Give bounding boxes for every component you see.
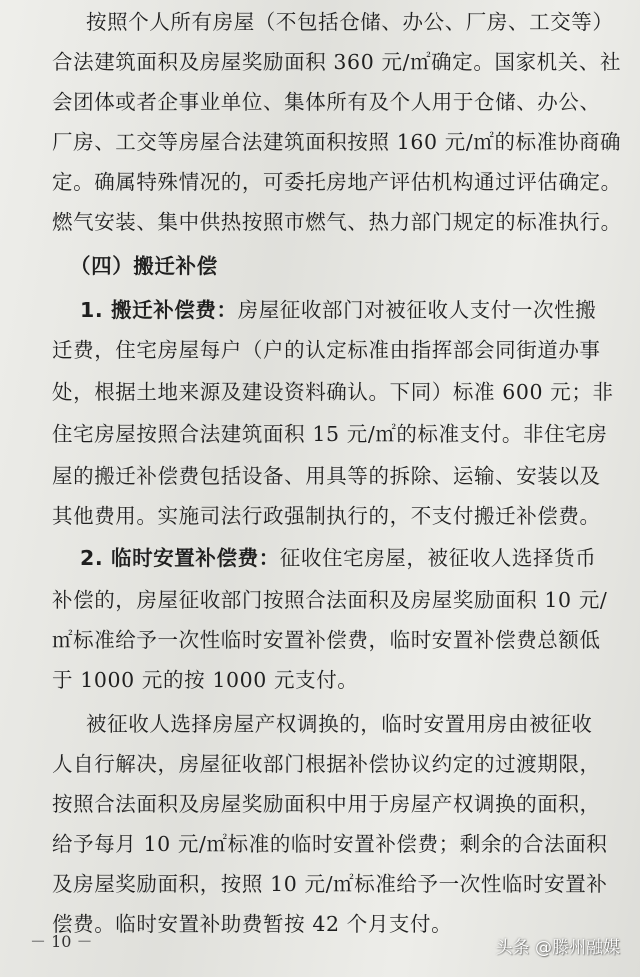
body-text-line: 会团体或者企事业单位、集体所有及个人用于仓储、办公、 [52, 90, 601, 114]
body-text-line: ㎡标准给予一次性临时安置补偿费，临时安置补偿费总额低 [52, 628, 601, 652]
body-text-line: 屋的搬迁补偿费包括设备、用具等的拆除、运输、安装以及 [52, 464, 601, 488]
body-text-line: 给予每月 10 元/㎡标准的临时安置补偿费；剩余的合法面积 [52, 832, 608, 856]
section-heading: （四）搬迁补偿 [70, 254, 218, 278]
page-number: － 10 － [30, 932, 93, 951]
item-title: 2. 临时安置补偿费： [80, 546, 280, 570]
body-text-line: 定。确属特殊情况的，可委托房地产评估机构通过评估确定。 [52, 170, 622, 194]
body-text-line: 其他费用。实施司法行政强制执行的，不支付搬迁补偿费。 [52, 504, 601, 528]
body-text-line: 按照个人所有房屋（不包括仓储、办公、厂房、工交等） [86, 10, 614, 34]
body-text-line: 被征收人选择房屋产权调换的，临时安置用房由被征收 [86, 712, 593, 736]
body-text-line: 燃气安装、集中供热按照市燃气、热力部门规定的标准执行。 [52, 210, 622, 234]
watermark-text: 头条 @滕州融媒 [495, 938, 620, 958]
item-first-line [0, 538, 640, 578]
body-text-line: 补偿的，房屋征收部门按照合法面积及房屋奖励面积 10 元/ [52, 588, 608, 612]
body-text-line: 偿费。临时安置补助费暂按 42 个月支付。 [52, 912, 453, 936]
item-first-line [0, 290, 640, 330]
item-text: 征收住宅房屋，被征收人选择货币 [279, 546, 597, 570]
body-text-line: 合法建筑面积及房屋奖励面积 360 元/㎡确定。国家机关、社 [52, 50, 622, 74]
body-text-line: 住宅房屋按照合法建筑面积 15 元/㎡的标准支付。非住宅房 [52, 422, 608, 446]
body-text-line: 迁费，住宅房屋每户（户的认定标准由指挥部会同街道办事 [52, 338, 601, 362]
item-title: 1. 搬迁补偿费： [80, 298, 238, 322]
body-text-line: 按照合法面积及房屋奖励面积中用于房屋产权调换的面积， [52, 792, 601, 816]
body-text-line: 于 1000 元的按 1000 元支付。 [52, 668, 359, 692]
body-text-line: 处，根据土地来源及建设资料确认。下同）标准 600 元；非 [52, 380, 614, 404]
body-text-line: 及房屋奖励面积，按照 10 元/㎡标准给予一次性临时安置补 [52, 872, 608, 896]
item-text: 房屋征收部门对被征收人支付一次性搬 [237, 298, 597, 322]
body-text-line: 人自行解决，房屋征收部门根据补偿协议约定的过渡期限， [52, 752, 601, 776]
body-text-line: 厂房、工交等房屋合法建筑面积按照 160 元/㎡的标准协商确 [52, 130, 622, 154]
